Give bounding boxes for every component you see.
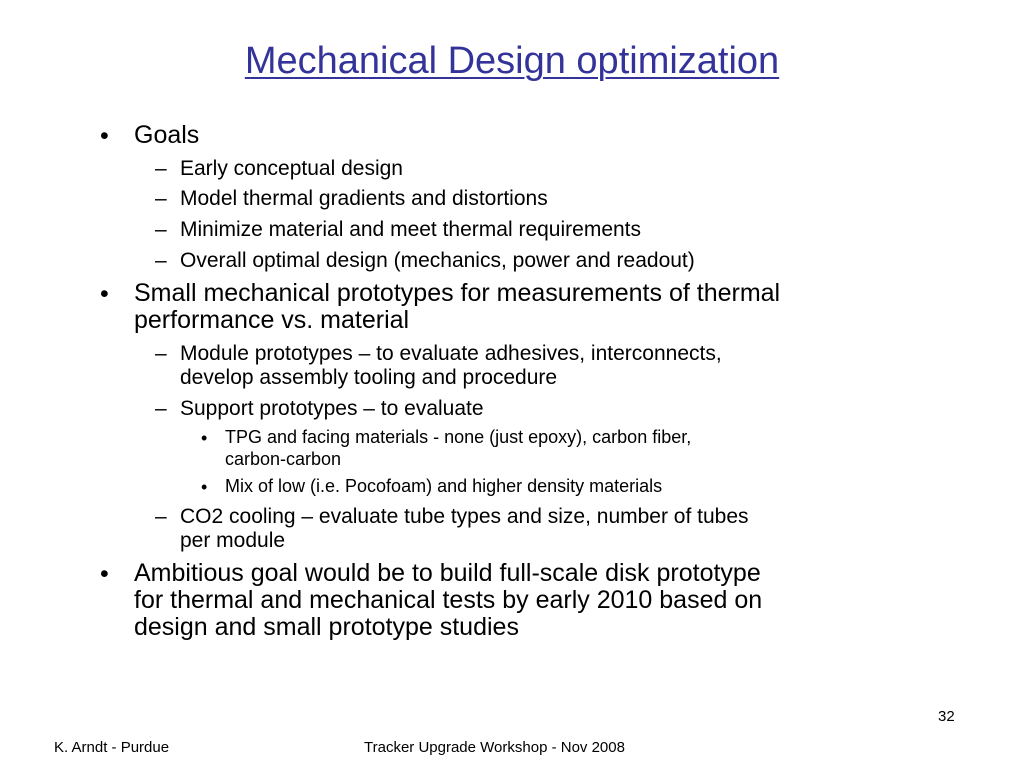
co2-cooling-line1: CO2 cooling – evaluate tube types and size, number of tubes	[180, 505, 749, 528]
module-prototypes-line1: Module prototypes – to evaluate adhesives, interconnects,	[180, 342, 722, 365]
dash-marker: –	[155, 342, 167, 365]
mix-materials: Mix of low (i.e. Pocofoam) and higher density materials	[225, 476, 663, 496]
bullet-ambitious-line3: design and small prototype studies	[134, 613, 519, 641]
dash-marker: –	[155, 218, 167, 241]
bullet-ambitious-line2: for thermal and mechanical tests by early 2010 based on	[134, 586, 763, 614]
dash-marker: –	[155, 157, 167, 180]
bullet-marker: •	[201, 428, 208, 448]
dash-marker: –	[155, 397, 167, 420]
module-prototypes-line2: develop assembly tooling and procedure	[180, 366, 558, 389]
bullet-prototypes-line2: performance vs. material	[134, 306, 410, 334]
page-number: 32	[938, 708, 955, 725]
dash-marker: –	[155, 187, 167, 210]
footer-event: Tracker Upgrade Workshop - Nov 2008	[364, 739, 625, 756]
dash-marker: –	[155, 249, 167, 272]
goal-item: Model thermal gradients and distortions	[180, 187, 548, 210]
bullet-marker: •	[201, 477, 208, 497]
goal-item: Minimize material and meet thermal requirements	[180, 218, 642, 241]
support-prototypes: Support prototypes – to evaluate	[180, 397, 484, 420]
footer-author: K. Arndt - Purdue	[54, 739, 170, 756]
bullet-marker: •	[100, 560, 109, 588]
tpg-materials-line2: carbon-carbon	[225, 449, 342, 469]
bullet-ambitious-line1: Ambitious goal would be to build full-scale disk prototype	[134, 559, 761, 587]
slide-title: Mechanical Design optimization	[244, 40, 780, 82]
bullet-marker: •	[100, 280, 109, 308]
dash-marker: –	[155, 505, 167, 528]
goal-item: Early conceptual design	[180, 157, 403, 180]
bullet-marker: •	[100, 122, 109, 150]
bullet-goals: Goals	[134, 121, 200, 149]
bullet-prototypes-line1: Small mechanical prototypes for measurements of thermal	[134, 279, 781, 307]
goal-item: Overall optimal design (mechanics, power and readout)	[180, 249, 695, 272]
co2-cooling-line2: per module	[180, 529, 286, 552]
tpg-materials-line1: TPG and facing materials - none (just epoxy), carbon fiber,	[225, 427, 692, 447]
